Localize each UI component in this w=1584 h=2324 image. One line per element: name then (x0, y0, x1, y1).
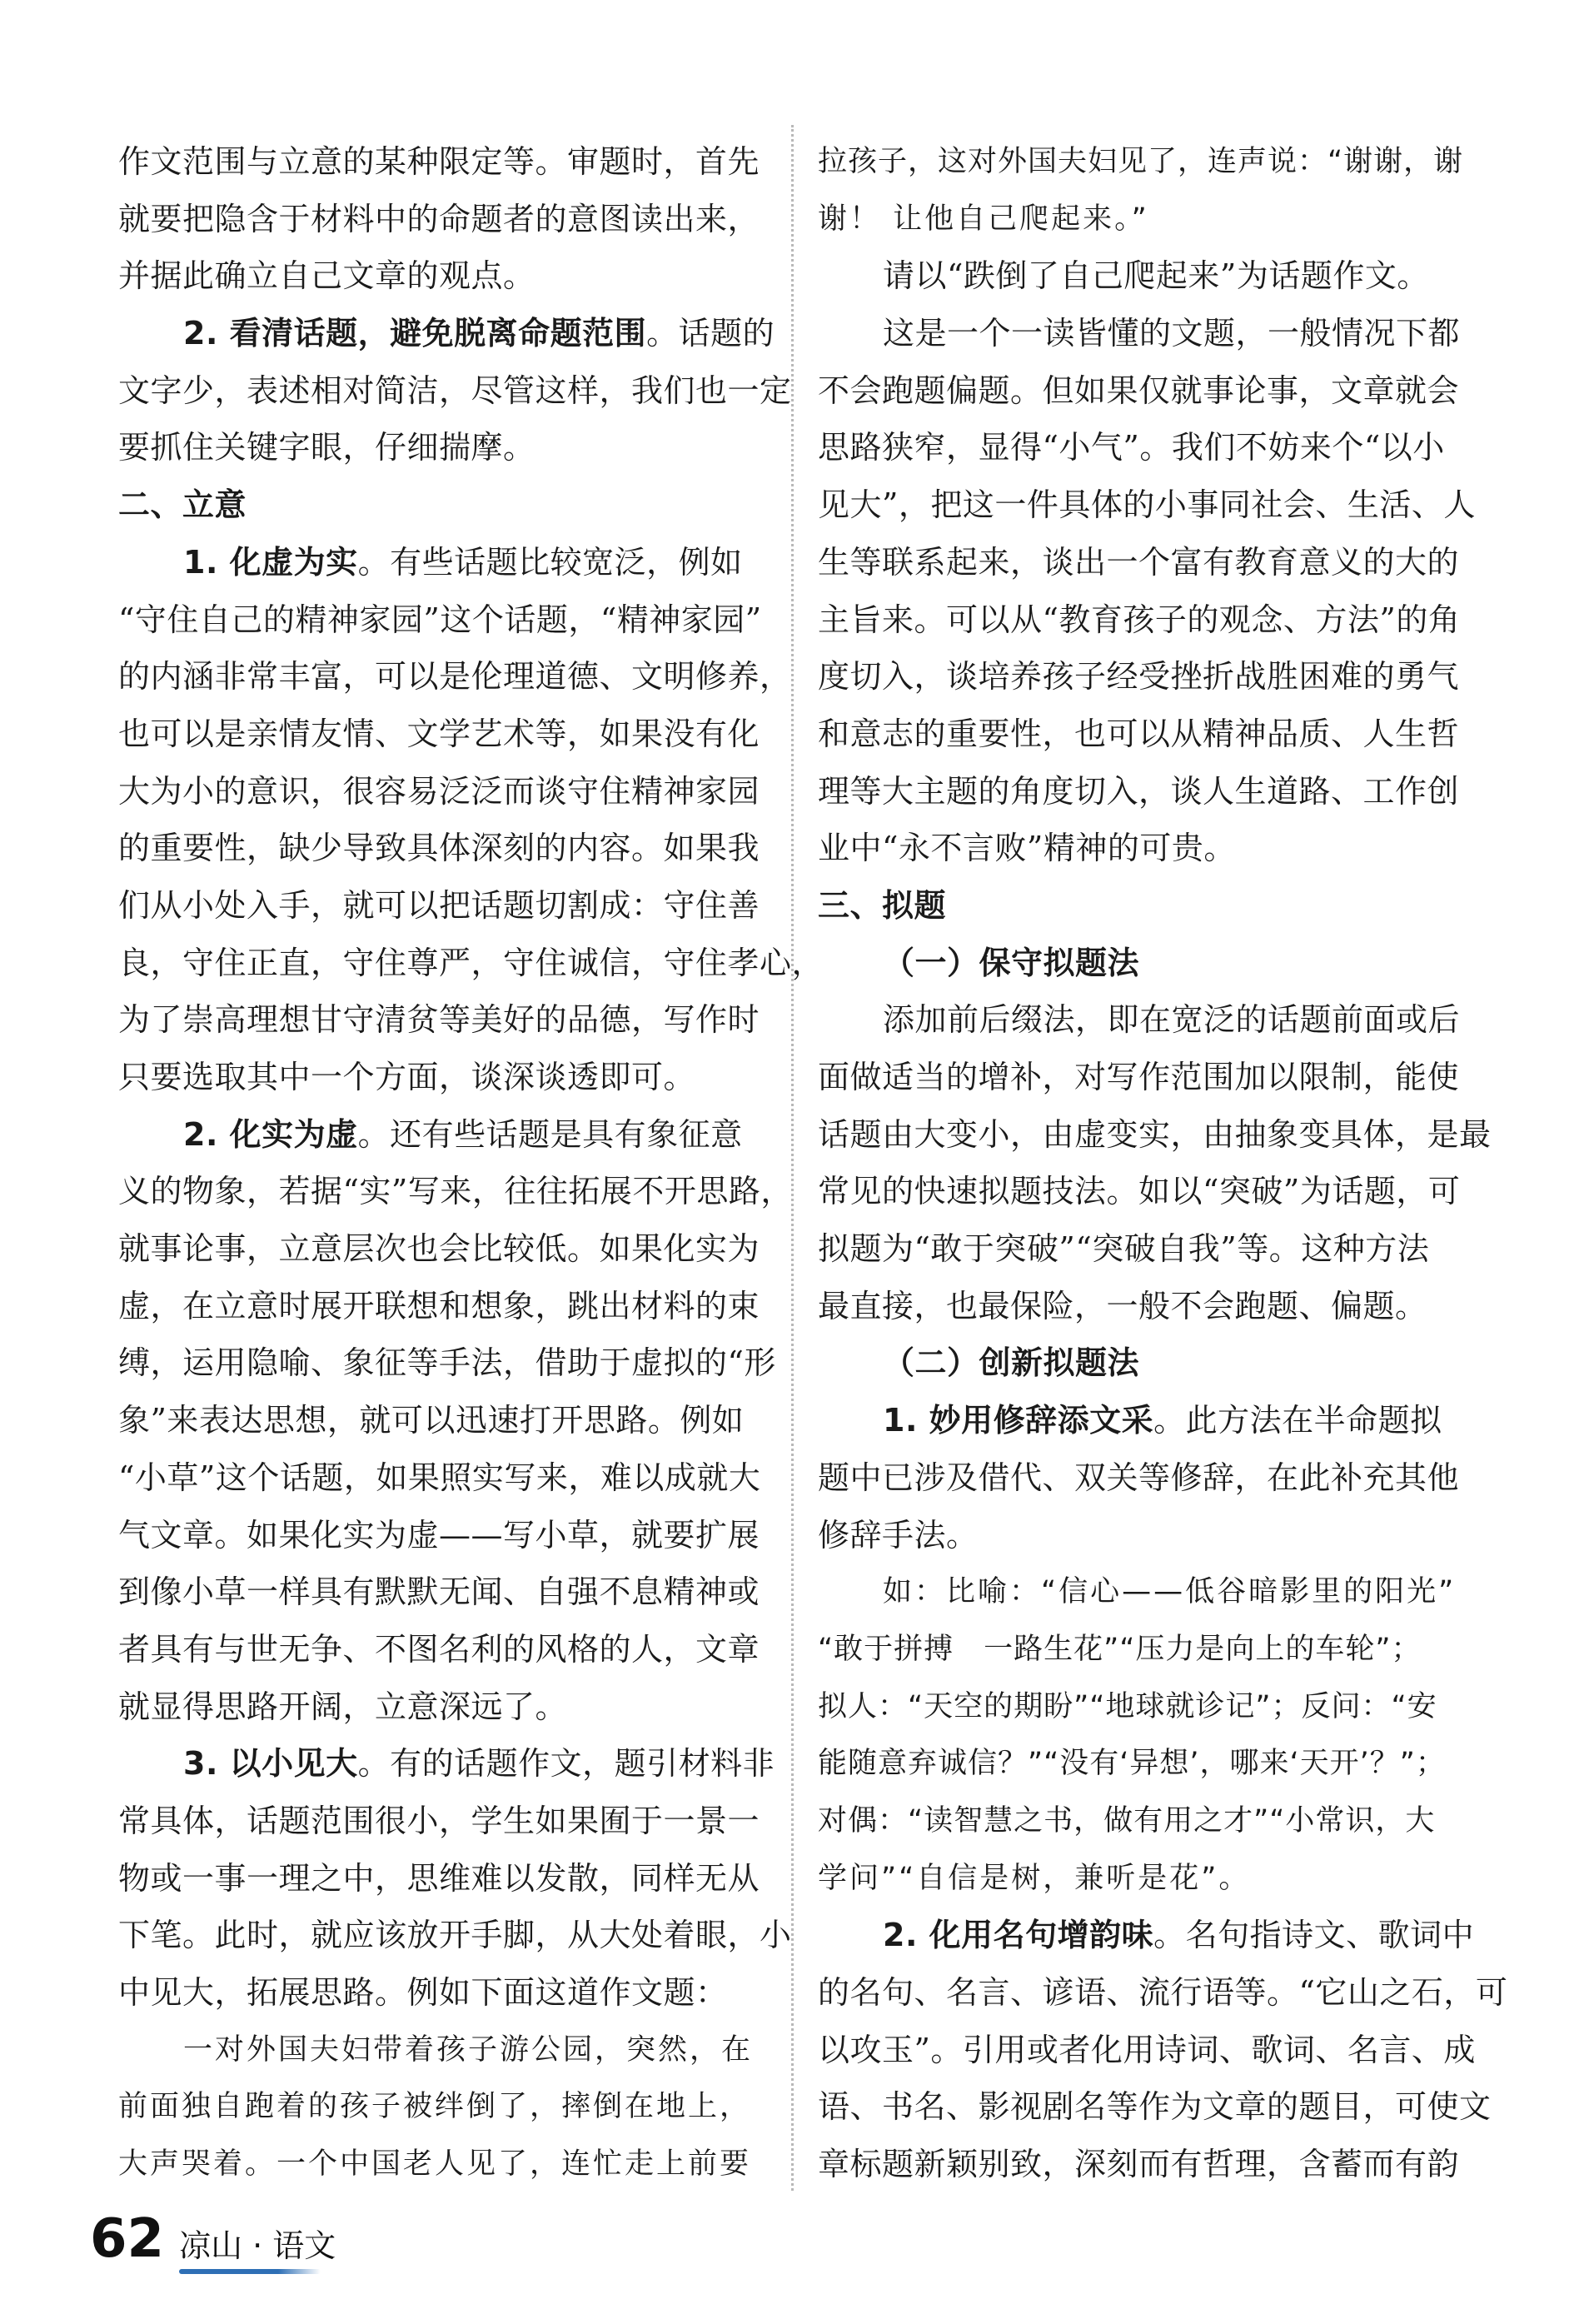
text-line (118, 591, 785, 649)
text-line (118, 991, 785, 1049)
line-text: 并据此确立自己文章的观点。 (118, 257, 535, 295)
text-line (118, 1678, 785, 1736)
text-line (118, 362, 792, 420)
line-text: 也可以是亲情友情、文学艺术等，如果没有化 (118, 715, 760, 752)
text-line (118, 2022, 785, 2079)
text-line (118, 648, 792, 706)
brand-label: 凉山 · 语文 (179, 2227, 336, 2264)
column-divider (791, 125, 794, 2191)
text-line (818, 1793, 1484, 1850)
text-line (818, 1563, 1484, 1621)
line-text: 象”来表达思想，就可以迅速打开思路。例如 (118, 1402, 745, 1439)
text-line (818, 877, 1484, 935)
line-text: 。有的话题作文，题引材料非 (357, 1745, 775, 1783)
text-line (818, 1049, 1484, 1106)
line-text: “小草”这个话题，如果照实写来，难以成就大 (118, 1459, 761, 1496)
text-line (818, 2078, 1492, 2136)
page-footer (90, 2191, 336, 2270)
book-brand (179, 2229, 336, 2262)
page-number: 62 (90, 2208, 165, 2270)
line-text: 文字少，表述相对简洁，尽管这样，我们也一定 (118, 372, 792, 409)
line-text: 话题由大变小，由虚变实，由抽象变具体，是最 (818, 1115, 1492, 1153)
keyword-lead: 2. 看清话题，避免脱离命题范围 (183, 315, 647, 352)
line-text: 物或一事一理之中，思维难以发散，同样无从 (118, 1859, 760, 1897)
line-text: 修辞手法。 (818, 1516, 979, 1553)
text-line (118, 820, 785, 877)
line-text: 添加前后缀法，即在宽泛的话题前面或后 (883, 1001, 1461, 1039)
text-line (818, 648, 1484, 706)
line-text: 们从小处入手，就可以把话题切割成：守住善 (118, 886, 760, 924)
text-line (118, 1507, 785, 1564)
line-text: 气文章。如果化实为虚——写小草，就要扩展 (118, 1516, 760, 1553)
text-line (118, 2078, 785, 2136)
line-text: 语、书名、影视剧名等作为文章的题目，可使文 (818, 2088, 1492, 2126)
line-text: “守住自己的精神家园”这个话题，“精神家园” (118, 601, 762, 638)
text-line (118, 191, 785, 248)
text-line (818, 476, 1484, 534)
keyword-lead: 1. 妙用修辞添文采 (883, 1402, 1154, 1439)
text-line (118, 763, 785, 820)
text-line (118, 419, 785, 476)
brand-underline (179, 2269, 321, 2274)
text-line (118, 305, 785, 362)
line-text: 的内涵非常丰富，可以是伦理道德、文明修养， (118, 658, 792, 696)
text-line (818, 1449, 1484, 1507)
text-line (118, 2136, 785, 2193)
text-line (118, 1220, 785, 1278)
line-text: 作文范围与立意的某种限定等。审题时，首先 (118, 143, 760, 180)
text-line (118, 706, 785, 763)
line-text: 下笔。此时，就应该放开手脚，从大处着眼，小 (118, 1917, 792, 1954)
line-text: 。此方法在半命题拟 (1153, 1402, 1442, 1439)
text-line (118, 1278, 785, 1335)
line-text: 良，守住正直，守住尊严，守住诚信，守住孝心， (118, 944, 824, 981)
line-text: 不会跑题偏题。但如果仅就事论事，文章就会 (818, 372, 1460, 409)
text-line (818, 1621, 1484, 1678)
line-text: 就事论事，立意层次也会比较低。如果化实为 (118, 1230, 760, 1268)
line-text: 要抓住关键字眼，仔细揣摩。 (118, 429, 535, 466)
line-text: 者具有与世无争、不图名利的风格的人，文章 (118, 1630, 760, 1668)
text-line (818, 1334, 1484, 1392)
line-text: 理等大主题的角度切入，谈人生道路、工作创 (818, 772, 1460, 810)
text-line (818, 1735, 1484, 1793)
line-text: 。名句指诗文、歌词中 (1153, 1917, 1475, 1954)
text-line (118, 1392, 785, 1449)
line-text: 能随意弃诚信？”“没有‘异想’，哪来‘天开’？”； (818, 1747, 1446, 1781)
text-line (818, 1964, 1508, 2022)
text-line (818, 706, 1484, 763)
line-text: 章标题新颖别致，深刻而有哲理，含蓄而有韵 (818, 2146, 1460, 2183)
line-text: 就要把隐含于材料中的命题者的意图读出来， (118, 200, 760, 237)
left-column (118, 133, 824, 2193)
text-line (818, 191, 1484, 248)
line-text: 和意志的重要性，也可以从精神品质、人生哲 (818, 715, 1460, 752)
text-line (818, 820, 1484, 877)
line-text: 缚，运用隐喻、象征等手法，借助于虚拟的“形 (118, 1344, 776, 1382)
line-text: 大声哭着。一个中国老人见了，连忙走上前要 (118, 2147, 752, 2182)
line-text: 大为小的意识，很容易泛泛而谈守住精神家园 (118, 772, 760, 810)
line-text: 如：比喻：“信心——低谷暗影里的阳光” (883, 1575, 1457, 1609)
text-line (818, 1392, 1484, 1449)
text-line (818, 1907, 1484, 1964)
line-text: “敢于拼搏 一路生花”“压力是向上的车轮”； (818, 1632, 1422, 1666)
text-line (818, 534, 1484, 591)
line-text: 。有些话题比较宽泛，例如 (357, 543, 743, 581)
text-line (118, 247, 785, 305)
line-text: 题中已涉及借代、双关等修辞，在此补充其他 (818, 1459, 1460, 1496)
text-line (818, 2136, 1484, 2193)
line-text: 为了崇高理想甘守清贫等美好的品德，写作时 (118, 1001, 760, 1039)
text-line (818, 1163, 1484, 1220)
line-text: 以攻玉”。引用或者化用诗词、歌词、名言、成 (818, 2031, 1476, 2068)
keyword-lead: 3. 以小见大 (183, 1745, 358, 1783)
line-text: 请以“跌倒了自己爬起来”为话题作文。 (883, 257, 1429, 295)
text-line (118, 1163, 793, 1220)
line-text: 中见大，拓展思路。例如下面这道作文题： (118, 1974, 728, 2011)
text-line (818, 935, 1484, 992)
line-text: 。还有些话题是具有象征意 (357, 1115, 743, 1153)
line-text: 常见的快速拟题技法。如以“突破”为话题，可 (818, 1173, 1461, 1210)
text-line (818, 2022, 1484, 2079)
text-line (818, 763, 1484, 820)
keyword-lead: 2. 化实为虚 (183, 1115, 358, 1153)
line-text: 只要选取其中一个方面，谈深谈透即可。 (118, 1059, 696, 1095)
line-text: 就显得思路开阔，立意深远了。 (118, 1688, 568, 1725)
line-text: 最直接，也最保险，一般不会跑题、偏题。 (818, 1287, 1427, 1324)
text-line (118, 1964, 785, 2022)
keyword-lead: 1. 化虚为实 (183, 543, 358, 581)
text-line (818, 1278, 1484, 1335)
text-line (818, 1678, 1484, 1736)
keyword-lead: 2. 化用名句增韵味 (883, 1917, 1154, 1954)
text-line (818, 419, 1484, 476)
text-line (118, 1793, 785, 1850)
line-text: 三、拟题 (818, 886, 947, 924)
line-text: 虚，在立意时展开联想和想象，跳出材料的束 (118, 1287, 760, 1324)
text-line (118, 877, 785, 935)
text-line (818, 591, 1484, 649)
text-line (118, 133, 785, 191)
text-line (118, 1621, 785, 1678)
text-line (818, 1507, 1484, 1564)
text-line (118, 1106, 785, 1164)
text-line (118, 1907, 792, 1964)
line-text: 二、立意 (118, 486, 247, 524)
text-line (818, 362, 1484, 420)
line-text: 谢！ 让他自己爬起来。” (818, 202, 1149, 236)
line-text: 见大”，把这一件具体的小事同社会、生活、人 (818, 486, 1476, 524)
line-text: 义的物象，若据“实”写来，往往拓展不开思路， (118, 1173, 793, 1210)
text-line (818, 1106, 1492, 1164)
line-text: 拟人：“天空的期盼”“地球就诊记”；反问：“安 (818, 1689, 1437, 1723)
line-text: 。话题的 (646, 315, 775, 352)
text-line (818, 1850, 1484, 1908)
text-line (818, 305, 1484, 362)
line-text: 业中“永不言败”精神的可贵。 (818, 830, 1236, 867)
text-line (118, 1850, 785, 1908)
text-line (818, 1220, 1484, 1278)
line-text: （二）创新拟题法 (883, 1344, 1140, 1382)
line-text: 学问”“自信是树，兼听是花”。 (818, 1861, 1251, 1895)
line-text: 前面独自跑着的孩子被绊倒了，摔倒在地上， (118, 2090, 752, 2124)
text-line (118, 1735, 785, 1793)
right-column (818, 133, 1508, 2193)
text-line (818, 247, 1484, 305)
text-line (118, 1049, 785, 1106)
text-line (818, 133, 1484, 191)
line-text: 生等联系起来，谈出一个富有教育意义的大的 (818, 543, 1460, 581)
line-text: 主旨来。可以从“教育孩子的观念、方法”的角 (818, 601, 1461, 638)
line-text: 这是一个一读皆懂的文题，一般情况下都 (883, 315, 1461, 352)
line-text: 对偶：“读智慧之书，做有用之才”“小常识，大 (818, 1803, 1436, 1838)
text-line (118, 534, 785, 591)
line-text: 一对外国夫妇带着孩子游公园，突然，在 (183, 2032, 754, 2067)
text-line (118, 935, 824, 992)
text-line (118, 1449, 785, 1507)
line-text: 的名句、名言、谚语、流行语等。“它山之石，可 (818, 1974, 1508, 2011)
line-text: 思路狭窄，显得“小气”。我们不妨来个“以小 (818, 429, 1445, 466)
line-text: （一）保守拟题法 (883, 943, 1140, 981)
line-text: 到像小草一样具有默默无闻、自强不息精神或 (118, 1573, 760, 1611)
line-text: 面做适当的增补，对写作范围加以限制，能使 (818, 1059, 1460, 1095)
text-line (818, 991, 1484, 1049)
line-text: 拟题为“敢于突破”“突破自我”等。这种方法 (818, 1230, 1430, 1268)
line-text: 拉孩子，这对外国夫妇见了，连声说：“谢谢，谢 (818, 145, 1464, 178)
line-text: 度切入，谈培养孩子经受挫折战胜困难的勇气 (818, 658, 1460, 696)
text-line (118, 1334, 785, 1392)
text-line (118, 476, 785, 534)
line-text: 的重要性，缺少导致具体深刻的内容。如果我 (118, 830, 760, 867)
text-line (118, 1563, 785, 1621)
line-text: 常具体，话题范围很小，学生如果囿于一景一 (118, 1802, 760, 1839)
